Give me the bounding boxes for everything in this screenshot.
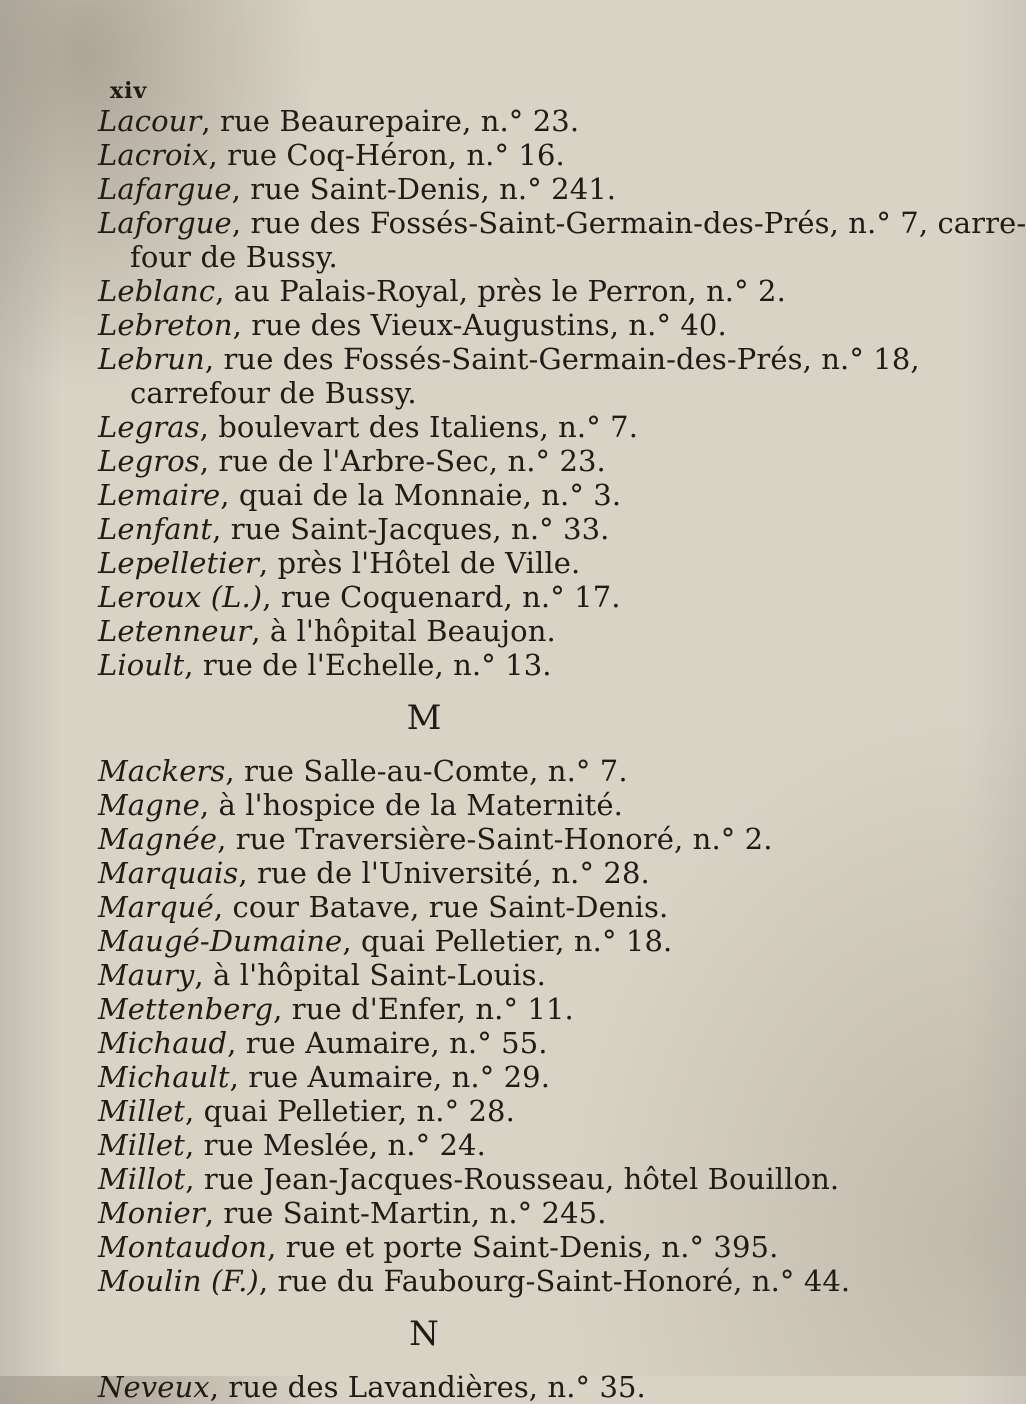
entry-address: , rue Saint-Jacques, n.° 33. — [212, 512, 610, 546]
directory-entry — [98, 1370, 790, 1404]
directory-entry — [98, 1162, 840, 1196]
entry-name: Laforgue — [98, 206, 232, 240]
entry-name: Lioult — [98, 648, 185, 682]
entry-name: Mackers — [98, 754, 226, 788]
entry-name: Magne — [98, 788, 200, 822]
entry-name: Lafargue — [98, 172, 232, 206]
entry-name: Leroux (L.) — [98, 580, 263, 614]
entry-name: Lepelletier — [98, 546, 259, 580]
entry-address: , près l'Hôtel de Ville. — [258, 546, 581, 580]
directory-entry — [98, 1094, 790, 1128]
entry-name: Marqué — [98, 890, 214, 924]
page-number: xiv — [110, 78, 148, 104]
entry-address: , boulevart des Italiens, n.° 7. — [199, 410, 639, 444]
entry-name: Marquais — [98, 856, 239, 890]
entry-address: , rue Aumaire, n.° 55. — [227, 1026, 548, 1060]
entry-name: Lebrun — [98, 342, 205, 376]
directory-entry — [98, 478, 790, 512]
directory-entry — [98, 614, 790, 648]
entry-name: Letenneur — [98, 614, 252, 648]
directory-entry — [98, 890, 790, 924]
entry-name: Michault — [98, 1060, 230, 1094]
entry-address: , rue de l'Echelle, n.° 13. — [184, 648, 552, 682]
entry-name: Maugé-Dumaine — [98, 924, 343, 958]
entry-name: Montaudon — [98, 1230, 268, 1264]
entry-name: Leblanc — [98, 274, 216, 308]
entry-name: Millet — [98, 1128, 185, 1162]
entry-address: , à l'hôpital Saint-Louis. — [194, 958, 546, 992]
directory-entry — [98, 172, 790, 206]
directory-entry — [98, 206, 1026, 274]
directory-entry — [98, 104, 790, 138]
directory-entry — [98, 754, 790, 788]
entry-name: Monier — [98, 1196, 205, 1230]
entry-address: , rue Salle-au-Comte, n.° 7. — [225, 754, 628, 788]
entry-address-continuation: four de Bussy. — [130, 240, 338, 274]
entry-name: Lenfant — [98, 512, 213, 546]
directory-entry — [98, 274, 790, 308]
section-m — [98, 754, 851, 1298]
directory-entry — [98, 342, 920, 410]
entry-name: Mettenberg — [98, 992, 274, 1026]
entry-name: Legras — [98, 410, 200, 444]
section-l — [98, 104, 1026, 682]
directory-entry — [98, 546, 790, 580]
entry-name: Lebreton — [98, 308, 233, 342]
entry-address: , rue et porte Saint-Denis, n.° 395. — [267, 1230, 779, 1264]
entry-address: , rue Saint-Denis, n.° 241. — [231, 172, 617, 206]
entry-address: , rue des Vieux-Augustins, n.° 40. — [232, 308, 727, 342]
directory-entry — [98, 856, 790, 890]
entry-address: , rue des Fossés-Saint-Germain-des-Prés, n.° 18, — [204, 342, 920, 376]
entry-address: , rue Coq-Héron, n.° 16. — [208, 138, 565, 172]
directory-entry — [98, 1026, 790, 1060]
directory-entry — [98, 444, 790, 478]
entry-address: , quai Pelletier, n.° 28. — [184, 1094, 515, 1128]
entry-name: Michaud — [98, 1026, 228, 1060]
entry-name: Legros — [98, 444, 200, 478]
entry-address: , rue Aumaire, n.° 29. — [229, 1060, 551, 1094]
section-letter-m: M — [406, 698, 442, 738]
entry-address: , à l'hôpital Beaujon. — [251, 614, 556, 648]
directory-entry — [98, 580, 790, 614]
directory-entry — [98, 924, 790, 958]
entry-address: , rue de l'Université, n.° 28. — [238, 856, 650, 890]
entry-name: Moulin (F.) — [98, 1264, 259, 1298]
entry-name: Maury — [98, 958, 195, 992]
directory-entry — [98, 822, 790, 856]
directory-entry — [98, 410, 790, 444]
directory-entry — [98, 1060, 790, 1094]
entry-address: , cour Batave, rue Saint-Denis. — [213, 890, 669, 924]
entry-address: , rue Jean-Jacques-Rousseau, hôtel Bouillon. — [185, 1162, 840, 1196]
directory-entry — [98, 138, 790, 172]
entry-address: , rue Saint-Martin, n.° 245. — [204, 1196, 607, 1230]
entry-address: , rue du Faubourg-Saint-Honoré, n.° 44. — [258, 1264, 851, 1298]
directory-entry — [98, 958, 790, 992]
entry-name: Lemaire — [98, 478, 221, 512]
entry-name: Millot — [98, 1162, 186, 1196]
directory-entry — [98, 648, 790, 682]
entry-address: , rue d'Enfer, n.° 11. — [273, 992, 574, 1026]
entry-name: Lacour — [98, 104, 202, 138]
directory-entry — [98, 1264, 851, 1298]
entry-address: , rue Coquenard, n.° 17. — [262, 580, 621, 614]
entry-address: , rue Beaurepaire, n.° 23. — [201, 104, 580, 138]
entry-address: , à l'hospice de la Maternité. — [199, 788, 623, 822]
directory-entries — [98, 104, 1026, 1404]
directory-entry — [98, 1230, 790, 1264]
section-letter-n: N — [409, 1314, 439, 1354]
entry-address: , quai de la Monnaie, n.° 3. — [220, 478, 622, 512]
entry-address: , rue de l'Arbre-Sec, n.° 23. — [199, 444, 606, 478]
directory-entry — [98, 1196, 790, 1230]
directory-entry — [98, 308, 790, 342]
directory-entry — [98, 992, 790, 1026]
entry-address: , rue Meslée, n.° 24. — [184, 1128, 486, 1162]
entry-name: Neveux — [98, 1370, 210, 1404]
entry-address: , rue des Fossés-Saint-Germain-des-Prés, n.° 7, carre- — [231, 206, 1026, 240]
directory-entry — [98, 1128, 790, 1162]
entry-address: , quai Pelletier, n.° 18. — [342, 924, 673, 958]
entry-address-continuation: carrefour de Bussy. — [130, 376, 417, 410]
entry-address: , rue des Lavandières, n.° 35. — [209, 1370, 646, 1404]
entry-name: Millet — [98, 1094, 185, 1128]
entry-name: Magnée — [98, 822, 218, 856]
entry-name: Lacroix — [98, 138, 209, 172]
section-n — [98, 1370, 790, 1404]
directory-entry — [98, 512, 790, 546]
entry-address: , rue Traversière-Saint-Honoré, n.° 2. — [217, 822, 773, 856]
directory-entry — [98, 788, 790, 822]
entry-address: , au Palais-Royal, près le Perron, n.° 2. — [215, 274, 786, 308]
